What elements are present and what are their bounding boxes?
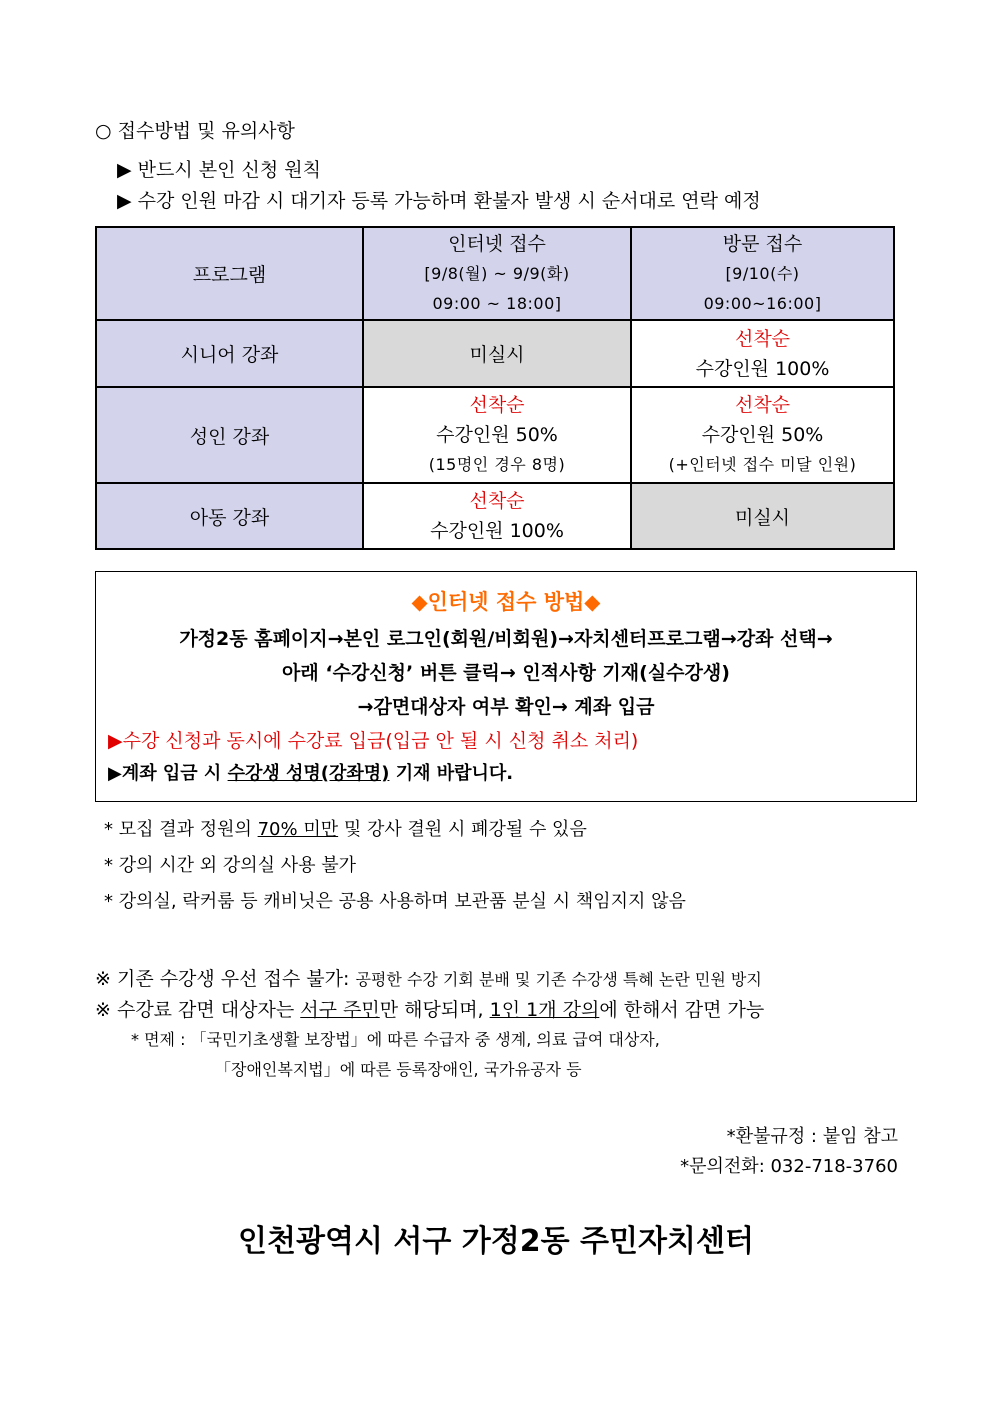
children-internet — [363, 483, 631, 549]
header-internet-time: 09:00 ~ 18:00] — [432, 293, 562, 313]
box-title: ◆인터넷 접수 방법◆ — [411, 590, 601, 614]
children-internet-status: 선착순 — [469, 490, 525, 512]
senior-visit — [631, 320, 894, 387]
senior-internet: 미실시 — [363, 320, 631, 387]
box-step-line2: 아래 ‘수강신청’ 버튼 클릭→ 인적사항 기재(실수강생) — [282, 662, 730, 684]
adult-internet-status: 선착순 — [469, 394, 525, 416]
box-note-name-b: 기재 바랍니다. — [389, 763, 514, 784]
box-step-line1: 가정2동 홈페이지→본인 로그인(회원/비회원)→자치센터프로그램→강좌 선택→ — [179, 628, 833, 650]
remark-priority-a: ※ 기존 수강생 우선 접수 불가: — [95, 968, 356, 990]
row-program-senior: 시니어 강좌 — [96, 320, 363, 387]
section-title: ○ 접수방법 및 유의사항 — [95, 120, 295, 142]
box-note-name-underlined: 수강생 성명(강좌명) — [227, 763, 390, 784]
adult-visit — [631, 387, 894, 483]
remark-discount-b: 만 해당되며, — [379, 999, 490, 1021]
refund-policy: *환불규정 : 붙임 참고 — [726, 1126, 898, 1147]
adult-internet-note: (15명인 경우 8명) — [428, 455, 566, 474]
note-cancellation — [104, 815, 587, 841]
adult-visit-status: 선착순 — [734, 394, 791, 416]
table-header-row — [96, 227, 894, 320]
box-note-payment: ▶수강 신청과 동시에 수강료 입금(입금 안 될 시 신청 취소 처리) — [108, 730, 639, 752]
note-cancellation-b: 및 강사 결원 시 폐강될 수 있음 — [338, 819, 587, 840]
table-row — [96, 387, 894, 483]
header-internet — [363, 227, 631, 320]
note-cabinet: * 강의실, 락커룸 등 캐비닛은 공용 사용하며 보관품 분실 시 책임지지 않음 — [104, 891, 686, 912]
footer-organization: 인천광역시 서구 가정2동 주민자치센터 — [238, 1224, 754, 1259]
remark-exempt-line1: * 면제 : 「국민기초생활 보장법」에 따른 수급자 중 생계, 의료 급여 대상자, — [131, 1030, 660, 1049]
remark-discount-seogu: 서구 주민 — [300, 999, 380, 1021]
box-step-line3: →감면대상자 여부 확인→ 계좌 입금 — [357, 696, 655, 718]
bullet-own-application: ▶ 반드시 본인 신청 원칙 — [117, 159, 321, 181]
children-visit: 미실시 — [631, 483, 894, 549]
remark-discount-c: 에 한해서 감면 가능 — [599, 999, 765, 1021]
header-visit-title: 방문 접수 — [722, 232, 803, 255]
bullet-waitlist: ▶ 수강 인원 마감 시 대기자 등록 가능하며 환불자 발생 시 순서대로 연락 예정 — [117, 190, 761, 212]
table-row — [96, 483, 894, 549]
schedule-table — [95, 226, 895, 550]
remark-priority — [95, 964, 762, 991]
note-cancellation-underlined: 70% 미만 — [257, 819, 339, 840]
header-internet-date: [9/8(월) ~ 9/9(화) — [424, 263, 570, 283]
header-visit-time: 09:00~16:00] — [703, 293, 822, 313]
senior-visit-status: 선착순 — [734, 327, 791, 350]
adult-internet — [363, 387, 631, 483]
adult-visit-capacity: 수강인원 50% — [701, 424, 824, 446]
row-program-children: 아동 강좌 — [96, 483, 363, 549]
note-cancellation-a: * 모집 결과 정원의 — [104, 819, 258, 840]
header-program: 프로그램 — [96, 227, 363, 320]
table-row — [96, 320, 894, 387]
remark-priority-b: 공평한 수강 기회 분배 및 기존 수강생 특혜 논란 민원 방지 — [355, 970, 762, 989]
internet-application-box — [95, 571, 917, 802]
adult-visit-note: (+인터넷 접수 미달 인원) — [668, 455, 857, 474]
adult-internet-capacity: 수강인원 50% — [436, 424, 558, 446]
header-visit — [631, 227, 894, 320]
remark-exempt-line2: 「장애인복지법」에 따른 등록장애인, 국가유공자 등 — [215, 1060, 582, 1079]
contact-phone: *문의전화: 032-718-3760 — [680, 1156, 898, 1177]
children-internet-capacity: 수강인원 100% — [430, 520, 564, 542]
remark-discount — [95, 995, 764, 1022]
note-classroom-use: * 강의 시간 외 강의실 사용 불가 — [104, 855, 356, 876]
row-program-adult: 성인 강좌 — [96, 387, 363, 483]
box-note-name — [108, 759, 513, 785]
box-note-name-a: ▶계좌 입금 시 — [108, 763, 228, 784]
header-visit-date: [9/10(수) — [725, 263, 800, 283]
senior-visit-capacity: 수강인원 100% — [695, 357, 830, 380]
remark-discount-one-class: 1인 1개 강의 — [489, 999, 600, 1021]
header-internet-title: 인터넷 접수 — [448, 232, 546, 255]
remark-discount-a: ※ 수강료 감면 대상자는 — [95, 999, 301, 1021]
